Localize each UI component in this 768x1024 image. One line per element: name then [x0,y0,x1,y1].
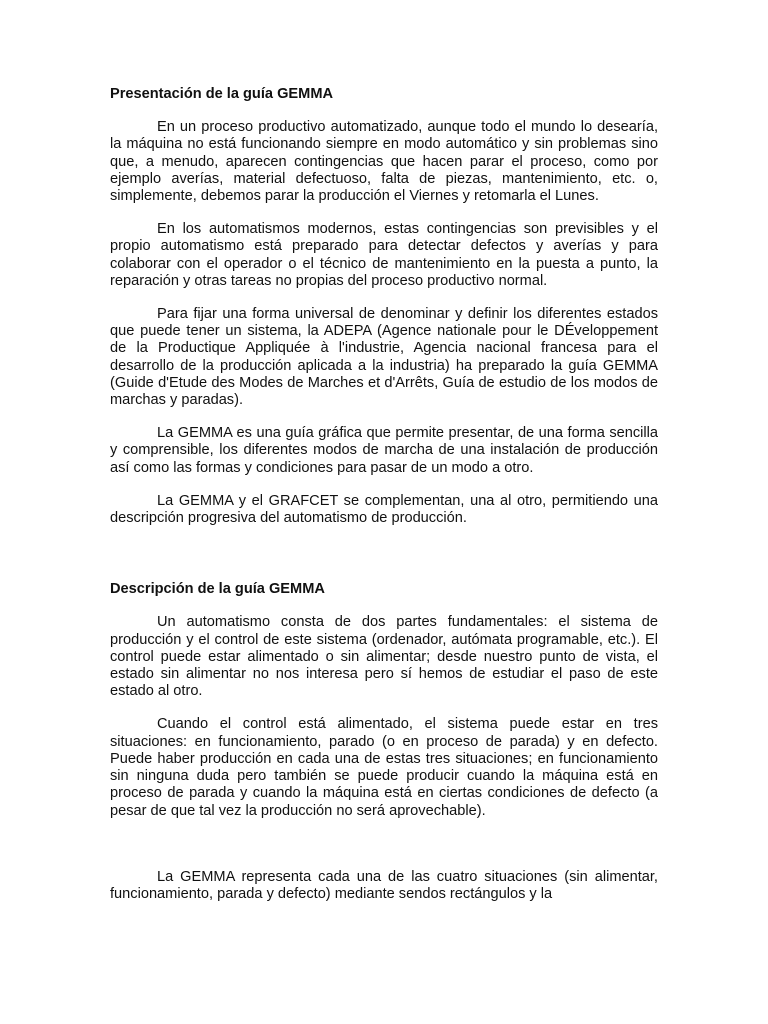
paragraph: Un automatismo consta de dos partes fundamentales: el sistema de producción y el control de este sistema (ordenador, autómata programable, etc.). El control puede estar alimentado o sin alimentar; desde nuestro punto de vista, el estado sin alimentar no nos interesa pero sí hemos de estudiar el paso de este estado al otro. [110,614,658,700]
paragraph-spacer [110,836,658,869]
section-title-descripcion: Descripción de la guía GEMMA [110,581,325,598]
paragraph: La GEMMA y el GRAFCET se complementan, una al otro, permitiendo una descripción progresiva del automatismo de producción. [110,492,658,527]
paragraph: La GEMMA representa cada una de las cuatro situaciones (sin alimentar, funcionamiento, parada y defecto) mediante sendos rectángulos y la [110,868,658,902]
document-page [110,86,658,903]
paragraph: Para fijar una forma universal de denominar y definir los diferentes estados que puede tener un sistema, la ADEPA (Agence nationale pour le DÉveloppement de la Productique Appliquée à l'industrie, Agencia nacional francesa para el desarrollo de la producción aplicada a la industria) ha preparado la guía GEMMA (Guide d'Etude des Modes de Marches et d'Arrêts, Guía de estudio de los modos de marchas y paradas). [110,306,658,409]
paragraph: En los automatismos modernos, estas contingencias son previsibles y el propio automatismo está preparado para detectar defectos y averías y para colaborar con el operador o el técnico de mantenimiento en la puesta a punto, la reparación y otras tareas no propias del proceso productivo normal. [110,221,658,289]
paragraph: La GEMMA es una guía gráfica que permite presentar, de una forma sencilla y comprensible, los diferentes modos de marcha de una instalación de producción así como las formas y condiciones para pasar de un modo a otro. [110,425,658,476]
paragraph: Cuando el control está alimentado, el sistema puede estar en tres situaciones: en funcionamiento, parado (o en proceso de parada) y en defecto. Puede haber producción en cada una de estas tres situaciones; en funcionamiento sin ninguna duda pero también se puede producir cuando la máquina está en proceso de parada y cuando la máquina está en ciertas condiciones de defecto (a pesar de que tal vez la producción no será aprovechable). [110,716,658,819]
section-spacer [110,543,658,581]
paragraph: En un proceso productivo automatizado, aunque todo el mundo lo desearía, la máquina no está funcionando siempre en modo automático y sin problemas sino que, a menudo, aparecen contingencias que hacen parar el proceso, como por ejemplo averías, material defectuoso, falta de piezas, mantenimiento, etc. o, simplemente, debemos parar la producción el Viernes y retomarla el Lunes. [110,119,658,205]
section-title-presentacion: Presentación de la guía GEMMA [110,86,334,102]
